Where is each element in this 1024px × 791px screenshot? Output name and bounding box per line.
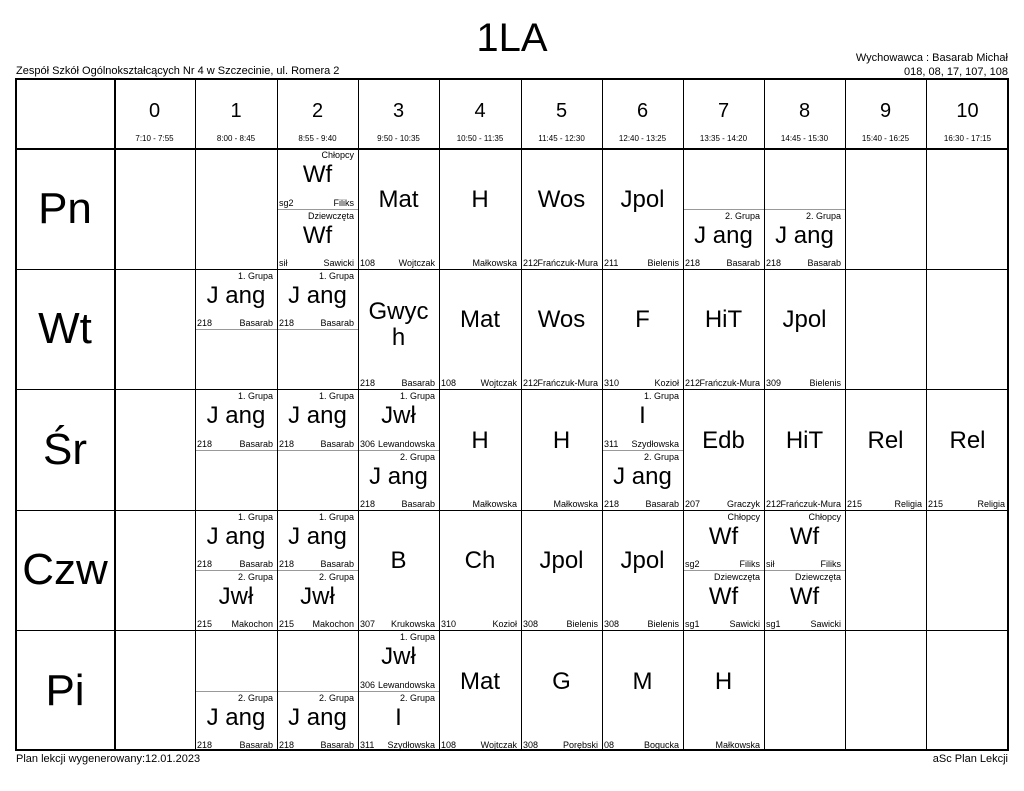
lesson-subject: HiT bbox=[785, 426, 824, 454]
lesson-subject: I bbox=[395, 704, 402, 731]
lesson-room: 311 bbox=[604, 439, 619, 449]
grid-vline bbox=[845, 78, 846, 751]
lesson-subject: I bbox=[639, 402, 646, 429]
lesson-teacher: Basarab bbox=[320, 439, 354, 449]
period-header bbox=[521, 78, 602, 148]
period-time: 10:50 - 11:35 bbox=[456, 134, 504, 143]
lesson-subject: Mat bbox=[459, 306, 500, 333]
lesson-group: Chłopcy bbox=[808, 512, 841, 522]
period-number: 10 bbox=[956, 100, 979, 122]
lesson-cell[interactable] bbox=[521, 510, 602, 630]
lesson-subject: J ang bbox=[206, 402, 266, 429]
lesson-room: 218 bbox=[197, 559, 213, 569]
lesson-cell[interactable] bbox=[358, 148, 439, 269]
lesson-subject: Jwł bbox=[300, 583, 335, 610]
period-header bbox=[602, 78, 683, 148]
lesson-cell[interactable] bbox=[683, 389, 764, 510]
period-number: 5 bbox=[555, 100, 568, 122]
lesson-teacher: Małkowska bbox=[553, 499, 598, 509]
lesson-room: 218 bbox=[279, 439, 295, 449]
lesson-room: 108 bbox=[360, 258, 376, 268]
app-name: aSc Plan Lekcji bbox=[932, 753, 1008, 765]
lesson-room: 108 bbox=[441, 378, 457, 388]
lesson-teacher: Kozioł bbox=[492, 619, 517, 629]
lesson-teacher: Wojtczak bbox=[480, 378, 517, 388]
lesson-subject: Jpol bbox=[782, 306, 827, 333]
lesson-teacher: Filiks bbox=[333, 198, 354, 208]
lesson-teacher: Religia bbox=[894, 499, 922, 509]
lesson-group: 1. Grupa bbox=[237, 512, 273, 522]
period-time: 7:10 - 7:55 bbox=[135, 134, 174, 143]
period-number: 0 bbox=[148, 100, 161, 122]
lesson-room: 212 bbox=[766, 499, 782, 509]
lesson-room: 08 bbox=[604, 740, 615, 750]
period-header bbox=[114, 78, 195, 148]
lesson-group: Chłopcy bbox=[727, 512, 760, 522]
lesson-group: 1. Grupa bbox=[237, 391, 273, 401]
lesson-room: 207 bbox=[685, 499, 701, 509]
half-divider bbox=[277, 329, 358, 330]
lesson-teacher: Basarab bbox=[239, 740, 273, 750]
period-header bbox=[439, 78, 521, 148]
lesson-teacher: Graczyk bbox=[726, 499, 760, 509]
lesson-subject: H bbox=[714, 667, 733, 695]
lesson-teacher: Frańczuk-Mura bbox=[537, 378, 598, 388]
period-time: 11:45 - 12:30 bbox=[538, 134, 585, 143]
lesson-room: 218 bbox=[279, 559, 295, 569]
lesson-teacher: Lewandowska bbox=[377, 680, 435, 690]
lesson-teacher: Basarab bbox=[239, 559, 273, 569]
lesson-subject: Wos bbox=[537, 185, 586, 213]
lesson-subject: Jwł bbox=[381, 402, 416, 429]
lesson-teacher: Małkowska bbox=[715, 740, 760, 750]
lesson-subject: Wf bbox=[789, 523, 820, 550]
lesson-teacher: Kozioł bbox=[654, 378, 679, 388]
lesson-teacher: Lewandowska bbox=[377, 439, 435, 449]
period-time: 9:50 - 10:35 bbox=[377, 134, 420, 143]
lesson-room: 215 bbox=[279, 619, 295, 629]
lesson-teacher: Wojtczak bbox=[480, 740, 517, 750]
lesson-room: 309 bbox=[766, 378, 782, 388]
lesson-subject: H bbox=[471, 185, 489, 213]
lesson-cell[interactable] bbox=[358, 450, 439, 510]
lesson-subject: M bbox=[632, 667, 653, 695]
lesson-group: 2. Grupa bbox=[724, 211, 760, 221]
lesson-subject: Wf bbox=[302, 222, 333, 249]
period-header bbox=[764, 78, 845, 148]
grid-hline bbox=[15, 630, 1009, 631]
lesson-group: 2. Grupa bbox=[399, 452, 435, 462]
lesson-room: 308 bbox=[523, 740, 539, 750]
lesson-room: 218 bbox=[197, 439, 213, 449]
grid-hline bbox=[15, 269, 1009, 270]
lesson-cell[interactable] bbox=[926, 389, 1009, 510]
lesson-cell[interactable] bbox=[358, 691, 439, 751]
lesson-group: 2. Grupa bbox=[399, 693, 435, 703]
lesson-teacher: Wojtczak bbox=[398, 258, 435, 268]
lesson-room: 218 bbox=[604, 499, 620, 509]
lesson-cell[interactable] bbox=[277, 691, 358, 751]
lesson-teacher: Basarab bbox=[645, 499, 679, 509]
period-header bbox=[195, 78, 277, 148]
grid-vline bbox=[764, 78, 765, 751]
lesson-cell[interactable] bbox=[439, 389, 521, 510]
period-number: 2 bbox=[311, 100, 324, 122]
lesson-room: 218 bbox=[197, 318, 213, 328]
lesson-cell[interactable] bbox=[683, 269, 764, 389]
lesson-subject: B bbox=[390, 547, 407, 574]
lesson-teacher: Filiks bbox=[739, 559, 760, 569]
lesson-room: 307 bbox=[360, 619, 376, 629]
lesson-teacher: Sawicki bbox=[323, 258, 354, 268]
grid-vline bbox=[683, 78, 684, 751]
lesson-teacher: Małkowska bbox=[472, 258, 517, 268]
lesson-teacher: Bielenis bbox=[647, 619, 679, 629]
lesson-subject: Wf bbox=[789, 583, 820, 610]
school-name: Zespół Szkół Ogólnokształcących Nr 4 w Szczecinie, ul. Romera 2 bbox=[16, 65, 340, 77]
lesson-group: Dziewczęta bbox=[794, 572, 841, 582]
lesson-cell[interactable] bbox=[277, 389, 358, 450]
period-header bbox=[358, 78, 439, 148]
lesson-subject: Rel bbox=[867, 426, 904, 454]
lesson-cell[interactable] bbox=[521, 269, 602, 389]
lesson-teacher: Bogucka bbox=[643, 740, 679, 750]
lesson-room: 215 bbox=[928, 499, 944, 509]
lesson-subject: Mat bbox=[459, 667, 500, 695]
lesson-subject: G bbox=[552, 667, 571, 695]
lesson-teacher: Filiks bbox=[820, 559, 841, 569]
lesson-cell[interactable] bbox=[845, 389, 926, 510]
lesson-room: 308 bbox=[604, 619, 620, 629]
period-header bbox=[845, 78, 926, 148]
lesson-room: 215 bbox=[197, 619, 213, 629]
grid-vline bbox=[114, 78, 116, 751]
lesson-cell[interactable] bbox=[277, 148, 358, 209]
lesson-cell[interactable] bbox=[602, 630, 683, 751]
lesson-cell[interactable] bbox=[277, 209, 358, 269]
lesson-cell[interactable] bbox=[521, 630, 602, 751]
grid-vline bbox=[926, 78, 927, 751]
lesson-cell[interactable] bbox=[277, 269, 358, 329]
lesson-teacher: Basarab bbox=[239, 439, 273, 449]
tutor-rooms: 018, 08, 17, 107, 108 bbox=[904, 66, 1008, 78]
day-label: Wt bbox=[38, 304, 92, 353]
lesson-cell[interactable] bbox=[602, 389, 683, 450]
lesson-teacher: Basarab bbox=[401, 499, 435, 509]
lesson-cell[interactable] bbox=[358, 630, 439, 691]
lesson-teacher: Bielenis bbox=[647, 258, 679, 268]
lesson-room: 310 bbox=[441, 619, 457, 629]
lesson-cell[interactable] bbox=[277, 510, 358, 570]
lesson-cell[interactable] bbox=[764, 570, 845, 630]
lesson-cell[interactable] bbox=[358, 269, 439, 389]
lesson-teacher: Krukowska bbox=[390, 619, 435, 629]
lesson-cell[interactable] bbox=[195, 691, 277, 751]
lesson-room: sg2 bbox=[685, 559, 700, 569]
lesson-room: 311 bbox=[360, 740, 375, 750]
lesson-room: 108 bbox=[441, 740, 457, 750]
lesson-subject: J ang bbox=[206, 704, 266, 731]
lesson-room: 212 bbox=[523, 258, 539, 268]
lesson-group: 1. Grupa bbox=[399, 391, 435, 401]
lesson-subject: J ang bbox=[288, 402, 347, 429]
lesson-cell[interactable] bbox=[521, 389, 602, 510]
lesson-teacher: Basarab bbox=[239, 318, 273, 328]
lesson-cell[interactable] bbox=[439, 148, 521, 269]
lesson-group: Chłopcy bbox=[321, 150, 354, 160]
lesson-teacher: Basarab bbox=[320, 318, 354, 328]
class-title: 1LA bbox=[476, 16, 548, 60]
grid-vline bbox=[602, 78, 603, 751]
lesson-room: sg1 bbox=[766, 619, 781, 629]
lesson-cell[interactable] bbox=[439, 269, 521, 389]
lesson-room: sg2 bbox=[279, 198, 294, 208]
lesson-subject: H bbox=[471, 426, 489, 454]
grid-hline bbox=[15, 510, 1009, 511]
lesson-subject: Jpol bbox=[620, 547, 665, 574]
lesson-teacher: Bielenis bbox=[809, 378, 841, 388]
lesson-teacher: Basarab bbox=[320, 740, 354, 750]
lesson-room: sił bbox=[279, 258, 288, 268]
period-time: 8:55 - 9:40 bbox=[298, 134, 337, 143]
lesson-cell[interactable] bbox=[683, 630, 764, 751]
period-number: 8 bbox=[798, 100, 811, 122]
lesson-teacher: Sawicki bbox=[729, 619, 760, 629]
lesson-cell[interactable] bbox=[277, 570, 358, 630]
lesson-teacher: Makochon bbox=[312, 619, 354, 629]
day-label: Pn bbox=[38, 183, 92, 233]
period-time: 12:40 - 13:25 bbox=[618, 134, 667, 143]
lesson-room: 218 bbox=[685, 258, 701, 268]
lesson-room: 212 bbox=[523, 378, 539, 388]
grid-hline bbox=[15, 389, 1009, 390]
lesson-teacher: Frańczuk-Mura bbox=[699, 378, 760, 388]
lesson-subject: H bbox=[552, 426, 571, 454]
lesson-room: 306 bbox=[360, 439, 376, 449]
lesson-subject: Wf bbox=[708, 583, 739, 610]
lesson-cell[interactable] bbox=[195, 510, 277, 570]
lesson-cell[interactable] bbox=[195, 269, 277, 329]
generated-date: Plan lekcji wygenerowany:12.01.2023 bbox=[16, 753, 201, 765]
grid-vline bbox=[195, 78, 196, 751]
lesson-teacher: Basarab bbox=[401, 378, 435, 388]
lesson-cell[interactable] bbox=[602, 510, 683, 630]
lesson-teacher: Małkowska bbox=[472, 499, 517, 509]
lesson-group: 2. Grupa bbox=[318, 693, 354, 703]
lesson-cell[interactable] bbox=[195, 570, 277, 630]
period-time: 14:45 - 15:30 bbox=[780, 134, 829, 143]
lesson-subject: HiT bbox=[704, 306, 743, 333]
lesson-room: 215 bbox=[847, 499, 863, 509]
lesson-cell[interactable] bbox=[683, 510, 764, 570]
lesson-room: sg1 bbox=[685, 619, 700, 629]
day-label: Pi bbox=[45, 665, 85, 715]
lesson-room: 308 bbox=[523, 619, 539, 629]
lesson-teacher: Porębski bbox=[562, 740, 598, 750]
lesson-cell[interactable] bbox=[439, 630, 521, 751]
lesson-cell[interactable] bbox=[602, 148, 683, 269]
lesson-subject: J ang bbox=[288, 704, 347, 731]
day-label: Czw bbox=[22, 545, 108, 594]
lesson-room: 218 bbox=[766, 258, 782, 268]
half-divider bbox=[195, 450, 277, 451]
lesson-teacher: Bielenis bbox=[566, 619, 598, 629]
lesson-teacher: Religia bbox=[977, 499, 1005, 509]
lesson-room: 218 bbox=[279, 318, 295, 328]
lesson-teacher: Basarab bbox=[807, 258, 841, 268]
period-number: 7 bbox=[717, 100, 730, 122]
lesson-group: 1. Grupa bbox=[237, 271, 273, 281]
lesson-subject: J ang bbox=[206, 282, 266, 309]
grid-vline bbox=[439, 78, 440, 751]
lesson-teacher: Sawicki bbox=[810, 619, 841, 629]
lesson-cell[interactable] bbox=[602, 269, 683, 389]
period-number: 3 bbox=[392, 100, 405, 122]
grid-vline bbox=[521, 78, 522, 751]
lesson-group: 2. Grupa bbox=[237, 572, 273, 582]
period-time: 8:00 - 8:45 bbox=[216, 134, 256, 143]
lesson-cell[interactable] bbox=[764, 389, 845, 510]
lesson-subject: Jwł bbox=[218, 583, 254, 610]
period-header bbox=[277, 78, 358, 148]
lesson-subject: Wf bbox=[708, 523, 739, 550]
period-header bbox=[683, 78, 764, 148]
lesson-group: Dziewczęta bbox=[713, 572, 760, 582]
lesson-subject: Edb bbox=[702, 426, 745, 454]
grid-vline bbox=[358, 78, 359, 751]
lesson-cell[interactable] bbox=[764, 209, 845, 269]
period-time: 15:40 - 16:25 bbox=[861, 134, 910, 143]
lesson-subject: J ang bbox=[369, 463, 428, 490]
tutor-name: Wychowawca : Basarab Michał bbox=[855, 52, 1008, 64]
day-label: Śr bbox=[43, 424, 87, 474]
period-time: 13:35 - 14:20 bbox=[699, 134, 748, 143]
lesson-cell[interactable] bbox=[683, 209, 764, 269]
lesson-cell[interactable] bbox=[764, 510, 845, 570]
lesson-subject: J ang bbox=[288, 523, 347, 550]
lesson-room: 218 bbox=[360, 378, 376, 388]
lesson-room: 310 bbox=[604, 378, 620, 388]
lesson-cell[interactable] bbox=[521, 148, 602, 269]
lesson-group: 1. Grupa bbox=[399, 632, 435, 642]
lesson-group: 2. Grupa bbox=[805, 211, 841, 221]
lesson-subject: J ang bbox=[288, 282, 347, 309]
lesson-group: 1. Grupa bbox=[643, 391, 679, 401]
lesson-subject: Jwł bbox=[381, 643, 416, 670]
lesson-subject: Ch bbox=[464, 547, 496, 574]
lesson-group: 2. Grupa bbox=[237, 693, 273, 703]
lesson-cell[interactable] bbox=[764, 269, 845, 389]
lesson-subject: F bbox=[635, 306, 650, 333]
lesson-subject: Wf bbox=[302, 161, 333, 188]
lesson-teacher: Basarab bbox=[320, 559, 354, 569]
lesson-room: 306 bbox=[360, 680, 376, 690]
lesson-teacher: Frańczuk-Mura bbox=[780, 499, 841, 509]
lesson-room: 218 bbox=[197, 740, 213, 750]
lesson-teacher: Makochon bbox=[231, 619, 273, 629]
lesson-subject: J ang bbox=[613, 463, 672, 490]
lesson-cell[interactable] bbox=[683, 570, 764, 630]
lesson-group: 1. Grupa bbox=[318, 391, 354, 401]
period-header bbox=[926, 78, 1009, 148]
lesson-teacher: Basarab bbox=[726, 258, 760, 268]
grid-hline bbox=[15, 148, 1009, 150]
lesson-subject: Mat bbox=[378, 185, 419, 213]
period-number: 9 bbox=[879, 100, 892, 122]
lesson-group: 1. Grupa bbox=[318, 512, 354, 522]
period-time: 16:30 - 17:15 bbox=[943, 134, 992, 143]
lesson-teacher: Szydłowska bbox=[387, 740, 435, 750]
lesson-room: 218 bbox=[360, 499, 376, 509]
period-number: 1 bbox=[230, 100, 242, 122]
lesson-room: 212 bbox=[685, 378, 701, 388]
lesson-subject: Gwych bbox=[368, 298, 429, 351]
lesson-room: 218 bbox=[279, 740, 295, 750]
lesson-subject: Jpol bbox=[620, 185, 665, 213]
grid-vline bbox=[277, 78, 278, 751]
lesson-subject: J ang bbox=[206, 523, 266, 550]
lesson-subject: J ang bbox=[694, 222, 753, 249]
lesson-room: 211 bbox=[604, 258, 619, 268]
half-divider bbox=[195, 329, 277, 330]
period-number: 6 bbox=[636, 100, 649, 122]
lesson-teacher: Szydłowska bbox=[631, 439, 679, 449]
lesson-cell[interactable] bbox=[439, 510, 521, 630]
lesson-group: 2. Grupa bbox=[318, 572, 354, 582]
lesson-cell[interactable] bbox=[358, 510, 439, 630]
timetable-grid bbox=[15, 78, 1009, 751]
lesson-subject: J ang bbox=[775, 222, 834, 249]
period-number: 4 bbox=[474, 100, 486, 122]
lesson-room: sił bbox=[766, 559, 775, 569]
lesson-cell[interactable] bbox=[358, 389, 439, 450]
lesson-subject: Rel bbox=[949, 426, 986, 454]
half-divider bbox=[277, 450, 358, 451]
tutor-info bbox=[856, 51, 1008, 79]
lesson-teacher: Frańczuk-Mura bbox=[537, 258, 598, 268]
lesson-group: Dziewczęta bbox=[307, 211, 354, 221]
lesson-group: 2. Grupa bbox=[643, 452, 679, 462]
lesson-subject: Jpol bbox=[539, 547, 584, 574]
lesson-group: 1. Grupa bbox=[318, 271, 354, 281]
lesson-subject: Wos bbox=[537, 306, 586, 333]
lesson-cell[interactable] bbox=[602, 450, 683, 510]
lesson-cell[interactable] bbox=[195, 389, 277, 450]
